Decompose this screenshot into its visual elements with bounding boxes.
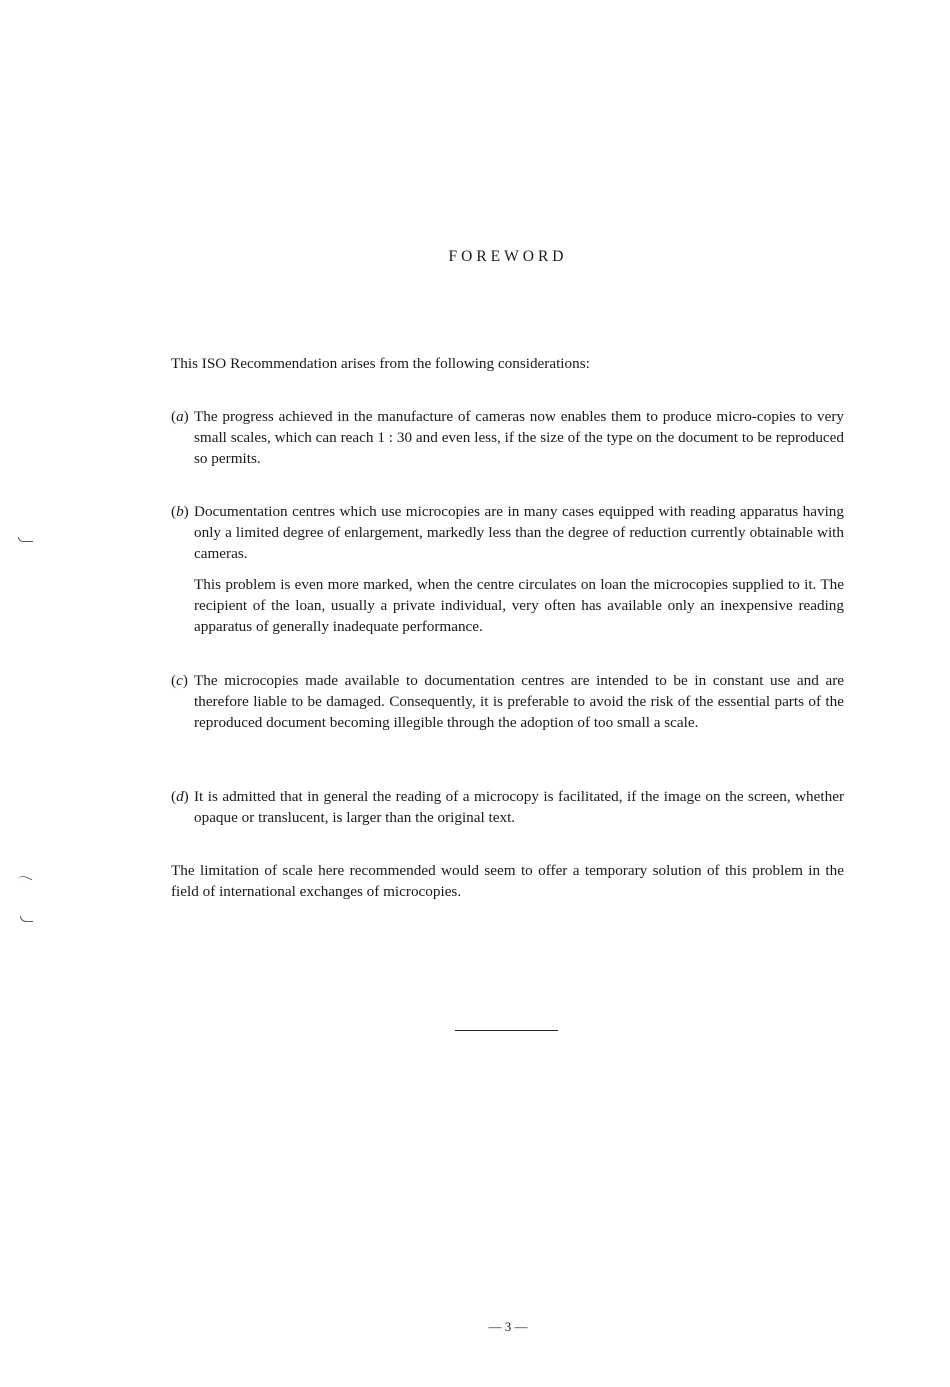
scan-mark bbox=[16, 873, 32, 887]
consideration-item-c bbox=[171, 670, 844, 733]
page-title: FOREWORD bbox=[448, 248, 568, 265]
section-divider bbox=[455, 1030, 558, 1031]
item-paragraph: It is admitted that in general the reading of a microcopy is facilitated, if the image on the screen, whether opaque or translucent, is larger than the original text. bbox=[194, 788, 844, 826]
item-paragraph: This problem is even more marked, when the centre circulates on loan the microcopies supplied to it. The recipient of the loan, usually a private individual, very often has available only an inexpensive reading apparatus of generally inadequate performance. bbox=[194, 576, 844, 635]
intro-paragraph: This ISO Recommendation arises from the following considerations: bbox=[171, 355, 590, 372]
consideration-item-b bbox=[171, 501, 844, 637]
item-paragraph: The microcopies made available to documentation centres are intended to be in constant use and are therefore liable to be damaged. Consequently, it is preferable to avoid the risk of the essential parts of the reproduced document becoming illegible through the adoption of too small a scale. bbox=[194, 672, 844, 731]
page-number: — 3 — bbox=[488, 1319, 528, 1334]
scan-mark bbox=[20, 916, 33, 922]
conclusion-paragraph: The limitation of scale here recommended would seem to offer a temporary solution of this problem in the field of international exchanges of microcopies. bbox=[171, 862, 844, 900]
consideration-item-d bbox=[171, 786, 844, 828]
item-label: (a) bbox=[171, 408, 189, 425]
item-label: (b) bbox=[171, 503, 189, 520]
consideration-item-a bbox=[171, 406, 844, 469]
item-label: (d) bbox=[171, 788, 189, 805]
item-label: (c) bbox=[171, 672, 188, 689]
scan-mark bbox=[18, 537, 33, 542]
item-paragraph: The progress achieved in the manufacture of cameras now enables them to produce micro-copies to very small scales, which can reach 1 : 30 and even less, if the size of the type on the document to be reproduced so permits. bbox=[194, 408, 844, 467]
item-paragraph: Documentation centres which use microcopies are in many cases equipped with reading apparatus having only a limited degree of enlargement, markedly less than the degree of reduction currently obtainable with cameras. bbox=[194, 503, 844, 562]
